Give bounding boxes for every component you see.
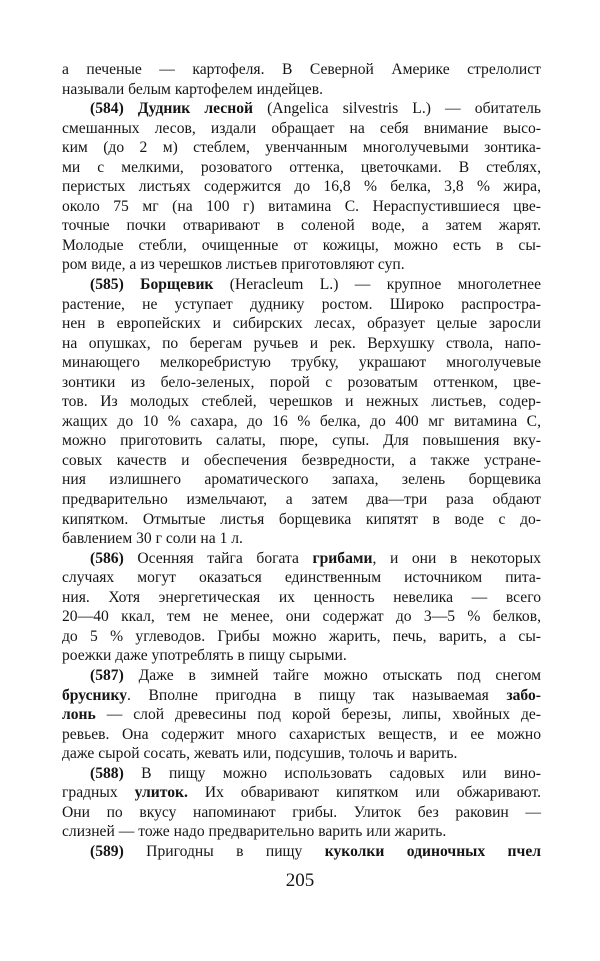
text-line [62,60,541,80]
paragraph [62,99,541,275]
text-line [62,392,541,412]
text-line [62,334,541,354]
text-segment: растение, не уступает дуднику ростом. Широко распростра- [62,295,541,313]
text-line [62,705,541,725]
text-segment: смешанных лесов, издали обращает на себя внимание высо- [62,119,541,137]
text-segment: Молодые стебли, очищенные от кожицы, можно есть в сы- [62,236,541,254]
text-segment: 20—40 ккал, тем не менее, они содержат до 3—5 % белков, [62,608,541,626]
text-line [62,314,541,334]
text-line [62,646,541,666]
paragraph [62,60,541,99]
text-segment: точные почки отваривают в соленой воде, а затем жарят. [62,217,541,235]
bold-term: (586) [90,549,124,567]
text-line [62,236,541,256]
text-line [62,666,541,686]
text-segment: нен в европейских и сибирских лесах, образует целые заросли [62,315,541,333]
text-line [62,412,541,432]
text-line [62,529,541,549]
text-segment: Даже в зимней тайге можно отыскать под снегом [123,666,541,684]
text-segment: роежки даже употреблять в пищу сырыми. [62,647,347,665]
text-segment: случаях могут оказаться единственным источником пита- [62,569,541,587]
bold-term: забо- [506,686,541,704]
text-line [62,510,541,530]
bold-term: (589) [90,842,124,860]
text-line [62,197,541,217]
text-segment: , и они в некоторых [372,549,541,567]
text-line [62,568,541,588]
paragraph [62,275,541,549]
bold-term: лонь [62,706,96,724]
text-segment: В пищу можно использовать садовых или вино- [123,764,541,782]
text-line [62,80,541,100]
text-line [62,177,541,197]
text-segment: ми с мелкими, розоватого оттенка, цветочками. В стеблях, [62,158,541,176]
text-segment: бавлением 30 г соли на 1 л. [62,530,243,548]
bold-term: (588) [90,764,124,782]
text-segment: совых качеств и обеспечения безвредности, а также устране- [62,451,541,469]
text-line [62,627,541,647]
text-segment: (Angelica silvestris L.) — обитатель [252,100,541,118]
text-line [62,822,541,842]
text-segment: предварительно измельчают, а затем два—три раза обдают [62,491,541,509]
text-segment: ром виде, а из черешков листьев приготовляют суп. [62,256,405,274]
bold-term: (585) Борщевик [90,276,214,294]
text-line [62,686,541,706]
text-line [62,99,541,119]
text-segment: до 5 % углеводов. Грибы можно жарить, печь, варить, а сы- [62,627,541,645]
text-line [62,803,541,823]
text-line [62,588,541,608]
text-segment: ния. Хотя энергетическая их ценность невелика — всего [62,588,541,606]
text-segment: на опушках, по берегам ручьев и рек. Верхушку ствола, напо- [62,334,541,352]
text-line [62,490,541,510]
text-segment: Осенняя тайга богата [123,549,313,567]
text-segment: слизней — тоже надо предварительно варить или жарить. [62,823,447,841]
text-segment: тов. Из молодых стеблей, черешков и нежных листьев, содер- [62,393,541,411]
text-segment: Их обваривают кипятком или обжаривают. [187,784,541,802]
text-line [62,470,541,490]
bold-term: улиток. [134,784,188,802]
paragraph [62,666,541,764]
text-line [62,451,541,471]
text-segment: кипятком. Отмытые листья борщевика кипятят в воде с до- [62,510,541,528]
text-segment: а печеные — картофеля. В Северной Америке стрелолист [62,61,541,78]
text-segment: перистых листьях содержится до 16,8 % белка, 3,8 % жира, [62,178,541,196]
text-line [62,275,541,295]
paragraph [62,764,541,842]
bold-term: (587) [90,666,124,684]
text-line [62,549,541,569]
text-segment: ния излишнего ароматического запаха, зелень борщевика [62,471,541,489]
page-number: 205 [285,870,315,891]
bold-term: куколки одиночных пчел [324,842,541,860]
bold-term: (584) Дудник лесной [90,100,253,118]
text-segment: ревьев. Она содержит много сахаристых веществ, и ее можно [62,725,541,743]
text-line [62,255,541,275]
text-line [62,744,541,764]
text-segment: около 75 мг (на 100 г) витамина С. Нераспустившиеся цве- [62,197,541,215]
page-body-text [62,60,541,861]
text-line [62,783,541,803]
bold-term: грибами [312,549,373,567]
paragraph [62,842,541,862]
text-segment: — слой древесины под корой березы, липы, хвойных де- [95,706,541,724]
text-line [62,764,541,784]
text-line [62,295,541,315]
text-line [62,119,541,139]
text-line [62,158,541,178]
bold-term: бруснику [62,686,128,704]
text-line [62,431,541,451]
text-segment: ким (до 2 м) стеблем, увенчанным многолучевыми зонтика- [62,139,541,157]
text-segment: зонтики из бело-зеленых, порой с розоватым оттенком, цве- [62,373,541,391]
text-line [62,842,541,862]
text-line [62,607,541,627]
text-line [62,373,541,393]
text-segment: Пригодны в пищу [123,842,325,860]
text-line [62,725,541,745]
text-segment: даже сырой сосать, жевать или, подсушив, толочь и варить. [62,745,458,763]
text-segment: . Вполне пригодна в пищу так называемая [127,686,507,704]
text-segment: можно приготовить салаты, пюре, супы. Для повышения вку- [62,432,541,450]
text-segment: (Heracleum L.) — крупное многолетнее [213,276,542,294]
text-segment: градных [62,784,135,802]
text-line [62,216,541,236]
text-segment: Они по вкусу напоминают грибы. Улиток без раковин — [62,803,541,821]
text-segment: называли белым картофелем индейцев. [62,80,323,98]
text-segment: жащих до 10 % сахара, до 16 % белка, до 400 мг витамина С, [62,412,541,430]
text-segment: минающего мелкоребристую трубку, украшают многолучевые [62,354,541,372]
text-line [62,138,541,158]
text-line [62,353,541,373]
paragraph [62,549,541,666]
